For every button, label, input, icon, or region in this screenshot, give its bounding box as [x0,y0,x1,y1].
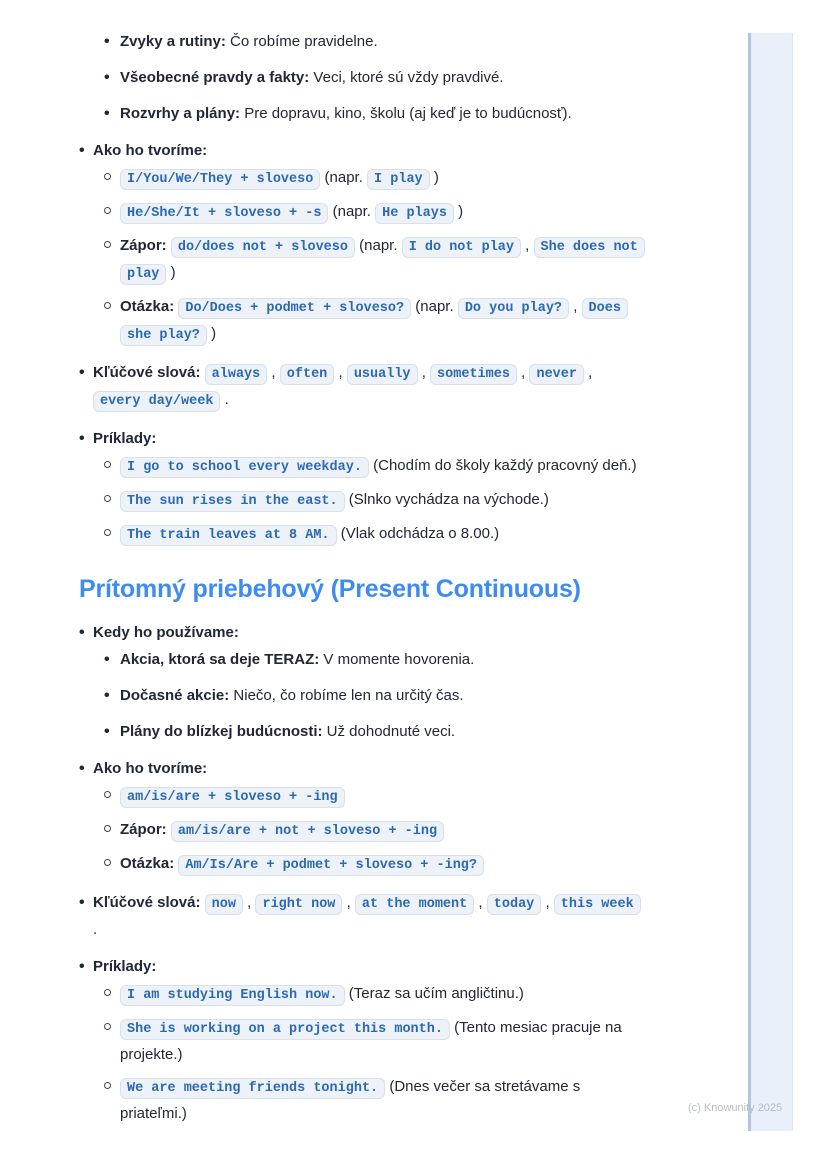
code-chip: He/She/It + sloveso + -s [120,203,328,224]
bullet-circle-icon [104,173,111,180]
text-run: V momente hovorenia. [319,651,475,668]
text-run: ) [429,169,439,186]
bullet-circle-icon [104,859,111,866]
code-chip: She is working on a project this month. [120,1019,450,1040]
text-run: , [417,364,431,381]
bullet-circle-icon [104,241,111,248]
bullet-disc-icon [79,620,85,645]
code-chip: every day/week [93,391,220,412]
bold-label: Plány do blízkej budúcnosti: [120,723,323,740]
bullet-circle-icon [104,207,111,214]
list-item [79,426,641,451]
bold-label: Zápor: [120,821,171,838]
page-edge-bar [748,33,793,1131]
code-chip: never [529,364,584,385]
code-chip: The train leaves at 8 AM. [120,525,337,546]
list-item [79,890,641,942]
code-chip: We are meeting friends tonight. [120,1078,385,1099]
code-chip: often [280,364,335,385]
bold-label: Zápor: [120,237,171,254]
bullet-circle-icon [104,825,111,832]
section-heading: Prítomný priebehový (Present Continuous) [79,575,581,603]
bold-label: Akcia, ktorá sa deje TERAZ: [120,651,320,668]
text-run: , [242,894,256,911]
code-chip: am/is/are + sloveso + -ing [120,787,345,808]
bold-label: Otázka: [120,298,179,315]
watermark-text: (c) Knowunity 2025 [688,1102,783,1114]
text-run: , [474,894,487,911]
text-run: (Teraz sa učím angličtinu.) [344,985,524,1002]
list-item [79,1015,641,1067]
bold-label: Kľúčové slová: [93,364,205,381]
code-chip: I do not play [402,237,521,258]
code-chip: I/You/We/They + sloveso [120,169,320,190]
list-item [79,360,641,414]
code-chip: The sun rises in the east. [120,491,345,512]
text-run: (Slnko vychádza na východe.) [344,491,549,508]
list-item [79,981,641,1008]
text-run: (Chodím do školy každý pracovný deň.) [368,457,637,474]
list-item [79,138,641,163]
bold-label: Príklady: [93,958,157,975]
bold-label: Kľúčové slová: [93,894,205,911]
code-chip: Does she play? [120,298,628,346]
bold-label: Rozvrhy a plány: [120,105,241,122]
bullet-disc-icon [104,101,110,126]
text-run: , [267,364,280,381]
bold-label: Kedy ho používame: [93,624,239,641]
text-run: . [93,921,98,938]
text-run: (napr. [411,298,458,315]
bullet-circle-icon [104,529,111,536]
text-run: ) [206,325,217,342]
code-chip: today [487,894,542,915]
list-item [79,199,641,226]
bullet-disc-icon [104,647,110,672]
list-item [79,817,641,844]
bullet-disc-icon [104,29,110,54]
text-run: Už dohodnuté veci. [322,723,456,740]
text-run: , [521,237,534,254]
text-run: , [334,364,347,381]
code-chip: Do/Does + podmet + sloveso? [178,298,411,319]
code-chip: Am/Is/Are + podmet + sloveso + -ing? [178,855,484,876]
code-chip: I am studying English now. [120,985,345,1006]
text-run: ) [453,203,464,220]
document-page [79,29,641,1133]
text-run: Niečo, čo robíme len na určitý čas. [229,687,464,704]
code-chip: this week [554,894,641,915]
list-item [79,101,641,126]
bullet-circle-icon [104,989,111,996]
list-item [79,756,641,781]
bullet-disc-icon [79,890,85,915]
list-item [79,294,641,348]
bullet-disc-icon [79,138,85,163]
list-item [79,783,641,810]
text-run: Veci, ktoré sú vždy pravdivé. [309,69,504,86]
bullet-circle-icon [104,1023,111,1030]
bullet-disc-icon [79,756,85,781]
code-chip: I go to school every weekday. [120,457,369,478]
list-item [79,1074,641,1126]
bullet-disc-icon [104,683,110,708]
list-item [79,29,641,54]
list-item [79,647,641,672]
text-run: , [342,894,355,911]
list-item [79,954,641,979]
list-item [79,65,641,90]
code-chip: now [205,894,243,915]
bullet-disc-icon [79,426,85,451]
text-run: (napr. [354,237,402,254]
list-item [79,453,641,480]
list-item [79,683,641,708]
text-run: (Dnes večer sa stretávame s priateľmi.) [120,1078,581,1122]
code-chip: always [205,364,268,385]
bullet-disc-icon [104,719,110,744]
bold-label: Otázka: [120,855,179,872]
code-chip: do/does not + sloveso [171,237,355,258]
list-item [79,165,641,192]
bullet-disc-icon [79,360,85,385]
bold-label: Zvyky a rutiny: [120,33,226,50]
code-chip: He plays [375,203,454,224]
list-item [79,719,641,744]
bullet-circle-icon [104,1082,111,1089]
code-chip: sometimes [430,364,517,385]
bold-label: Ako ho tvoríme: [93,142,208,159]
code-chip: am/is/are + not + sloveso + -ing [171,821,444,842]
code-chip: at the moment [355,894,474,915]
bullet-disc-icon [79,954,85,979]
bold-label: Dočasné akcie: [120,687,230,704]
text-run: , [569,298,582,315]
lesson-content [79,29,641,1126]
text-run: , [584,364,593,381]
text-run: ) [166,264,176,281]
code-chip: right now [255,894,342,915]
bullet-circle-icon [104,495,111,502]
bold-label: Príklady: [93,430,157,447]
bullet-disc-icon [104,65,110,90]
code-chip: usually [347,364,418,385]
bullet-circle-icon [104,791,111,798]
list-item [79,487,641,514]
code-chip: I play [367,169,430,190]
code-chip: She does not play [120,237,645,285]
text-run: (napr. [320,169,368,186]
bold-label: Všeobecné pravdy a fakty: [120,69,310,86]
code-chip: Do you play? [458,298,569,319]
text-run: (Tento mesiac pracuje na projekte.) [120,1019,622,1063]
text-run: , [516,364,530,381]
text-run: Pre dopravu, kino, školu (aj keď je to budúcnosť). [240,105,572,122]
bold-label: Ako ho tvoríme: [93,760,208,777]
list-item [79,620,641,645]
text-run: Čo robíme pravidelne. [225,33,378,50]
bullet-circle-icon [104,302,111,309]
list-item [79,851,641,878]
text-run: (napr. [328,203,376,220]
bullet-circle-icon [104,461,111,468]
text-run: . [220,391,229,408]
text-run: (Vlak odchádza o 8.00.) [336,525,500,542]
list-item [79,233,641,287]
text-run: , [541,894,554,911]
list-item [79,521,641,548]
